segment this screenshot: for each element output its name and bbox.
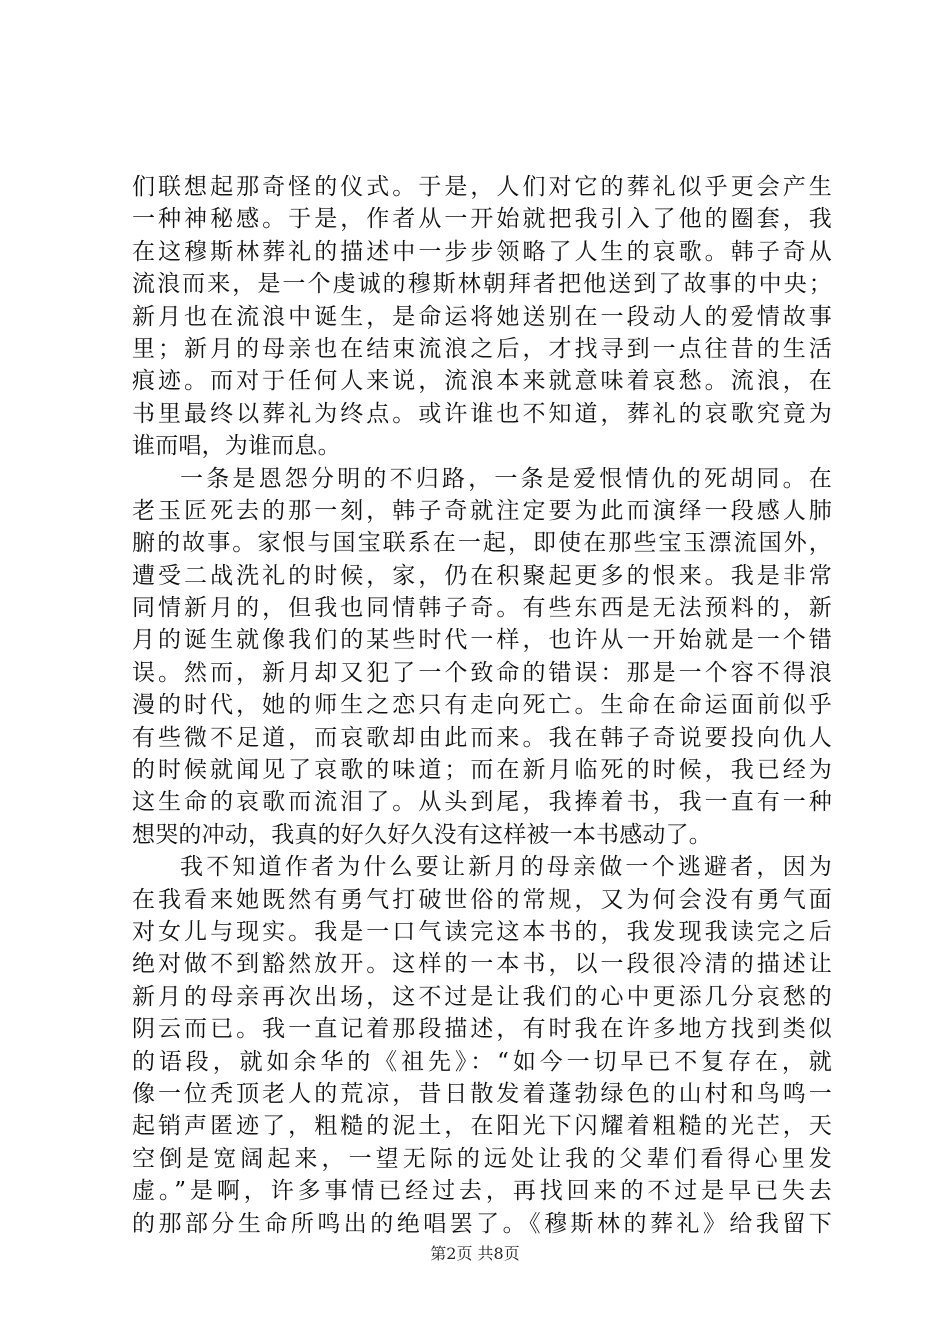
text-line: 在我看来她既然有勇气打破世俗的常规，又为何会没有勇气面 xyxy=(132,886,832,913)
text-line: 空倒是宽阔起来，一望无际的远处让我的父辈们看得心里发 xyxy=(132,1145,832,1172)
text-line: 虚。”是啊，许多事情已经过去，再找回来的不过是早已失去 xyxy=(132,1178,832,1205)
text-line: 我不知道作者为什么要让新月的母亲做一个逃避者，因为 xyxy=(180,854,832,881)
text-line: 痕迹。而对于任何人来说，流浪本来就意味着哀愁。流浪，在 xyxy=(132,368,832,395)
paragraph xyxy=(132,171,832,463)
text-line: 遭受二战洗礼的时候，家，仍在积聚起更多的恨来。我是非常 xyxy=(132,562,832,589)
text-line: 月的诞生就像我们的某些时代一样，也许从一开始就是一个错 xyxy=(132,627,832,654)
text-line: 的语段，就如余华的《祖先》：“如今一切早已不复存在，就 xyxy=(132,1048,832,1075)
paragraph xyxy=(132,851,832,1240)
text-line: 漫的时代，她的师生之恋只有走向死亡。生命在命运面前似乎 xyxy=(132,692,832,719)
text-line: 绝对做不到豁然放开。这样的一本书，以一段很冷清的描述让 xyxy=(132,951,832,978)
page-footer: 第2页 共8页 xyxy=(430,1244,520,1263)
text-line: 们联想起那奇怪的仪式。于是，人们对它的葬礼似乎更会产生 xyxy=(132,174,832,200)
text-line: 谁而唱，为谁而息。 xyxy=(132,433,341,460)
text-line: 像一位秃顶老人的荒凉，昔日散发着蓬勃绿色的山村和鸟鸣一 xyxy=(132,1080,832,1107)
text-line: 书里最终以葬礼为终点。或许谁也不知道，葬礼的哀歌究竟为 xyxy=(132,400,832,427)
text-line: 的那部分生命所鸣出的绝唱罢了。《穆斯林的葬礼》给我留下 xyxy=(132,1210,832,1237)
text-line: 里；新月的母亲也在结束流浪之后，才找寻到一点往昔的生活 xyxy=(132,335,832,362)
text-line: 想哭的冲动，我真的好久好久没有这样被一本书感动了。 xyxy=(132,821,712,848)
text-line: 腑的故事。家恨与国宝联系在一起，即使在那些宝玉漂流国外， xyxy=(132,530,832,557)
text-line: 老玉匠死去的那一刻，韩子奇就注定要为此而演绎一段感人肺 xyxy=(132,497,832,524)
text-line: 有些微不足道，而哀歌却由此而来。我在韩子奇说要投向仇人 xyxy=(132,724,832,751)
text-line: 这生命的哀歌而流泪了。从头到尾，我捧着书，我一直有一种 xyxy=(132,789,832,816)
text-line: 一条是恩怨分明的不归路，一条是爱恨情仇的死胡同。在 xyxy=(180,465,832,492)
text-line: 误。然而，新月却又犯了一个致命的错误：那是一个容不得浪 xyxy=(132,659,832,686)
text-line: 在这穆斯林葬礼的描述中一步步领略了人生的哀歌。韩子奇从 xyxy=(132,238,832,265)
text-line: 阴云而已。我一直记着那段描述，有时我在许多地方找到类似 xyxy=(132,1016,832,1043)
text-line: 的时候就闻见了哀歌的味道；而在新月临死的时候，我已经为 xyxy=(132,757,832,784)
text-line: 起销声匿迹了，粗糙的泥土，在阳光下闪耀着粗糙的光芒，天 xyxy=(132,1113,832,1140)
text-line: 新月也在流浪中诞生，是命运将她送别在一段动人的爱情故事 xyxy=(132,303,832,330)
paragraph xyxy=(132,463,832,852)
text-line: 新月的母亲再次出场，这不过是让我们的心中更添几分哀愁的 xyxy=(132,983,832,1010)
text-line: 对女儿与现实。我是一口气读完这本书的，我发现我读完之后 xyxy=(132,918,832,945)
text-line: 一种神秘感。于是，作者从一开始就把我引入了他的圈套，我 xyxy=(132,206,832,233)
body-text xyxy=(132,171,832,1240)
text-line: 同情新月的，但我也同情韩子奇。有些东西是无法预料的，新 xyxy=(132,595,832,622)
text-line: 流浪而来，是一个虔诚的穆斯林朝拜者把他送到了故事的中央； xyxy=(132,271,832,298)
